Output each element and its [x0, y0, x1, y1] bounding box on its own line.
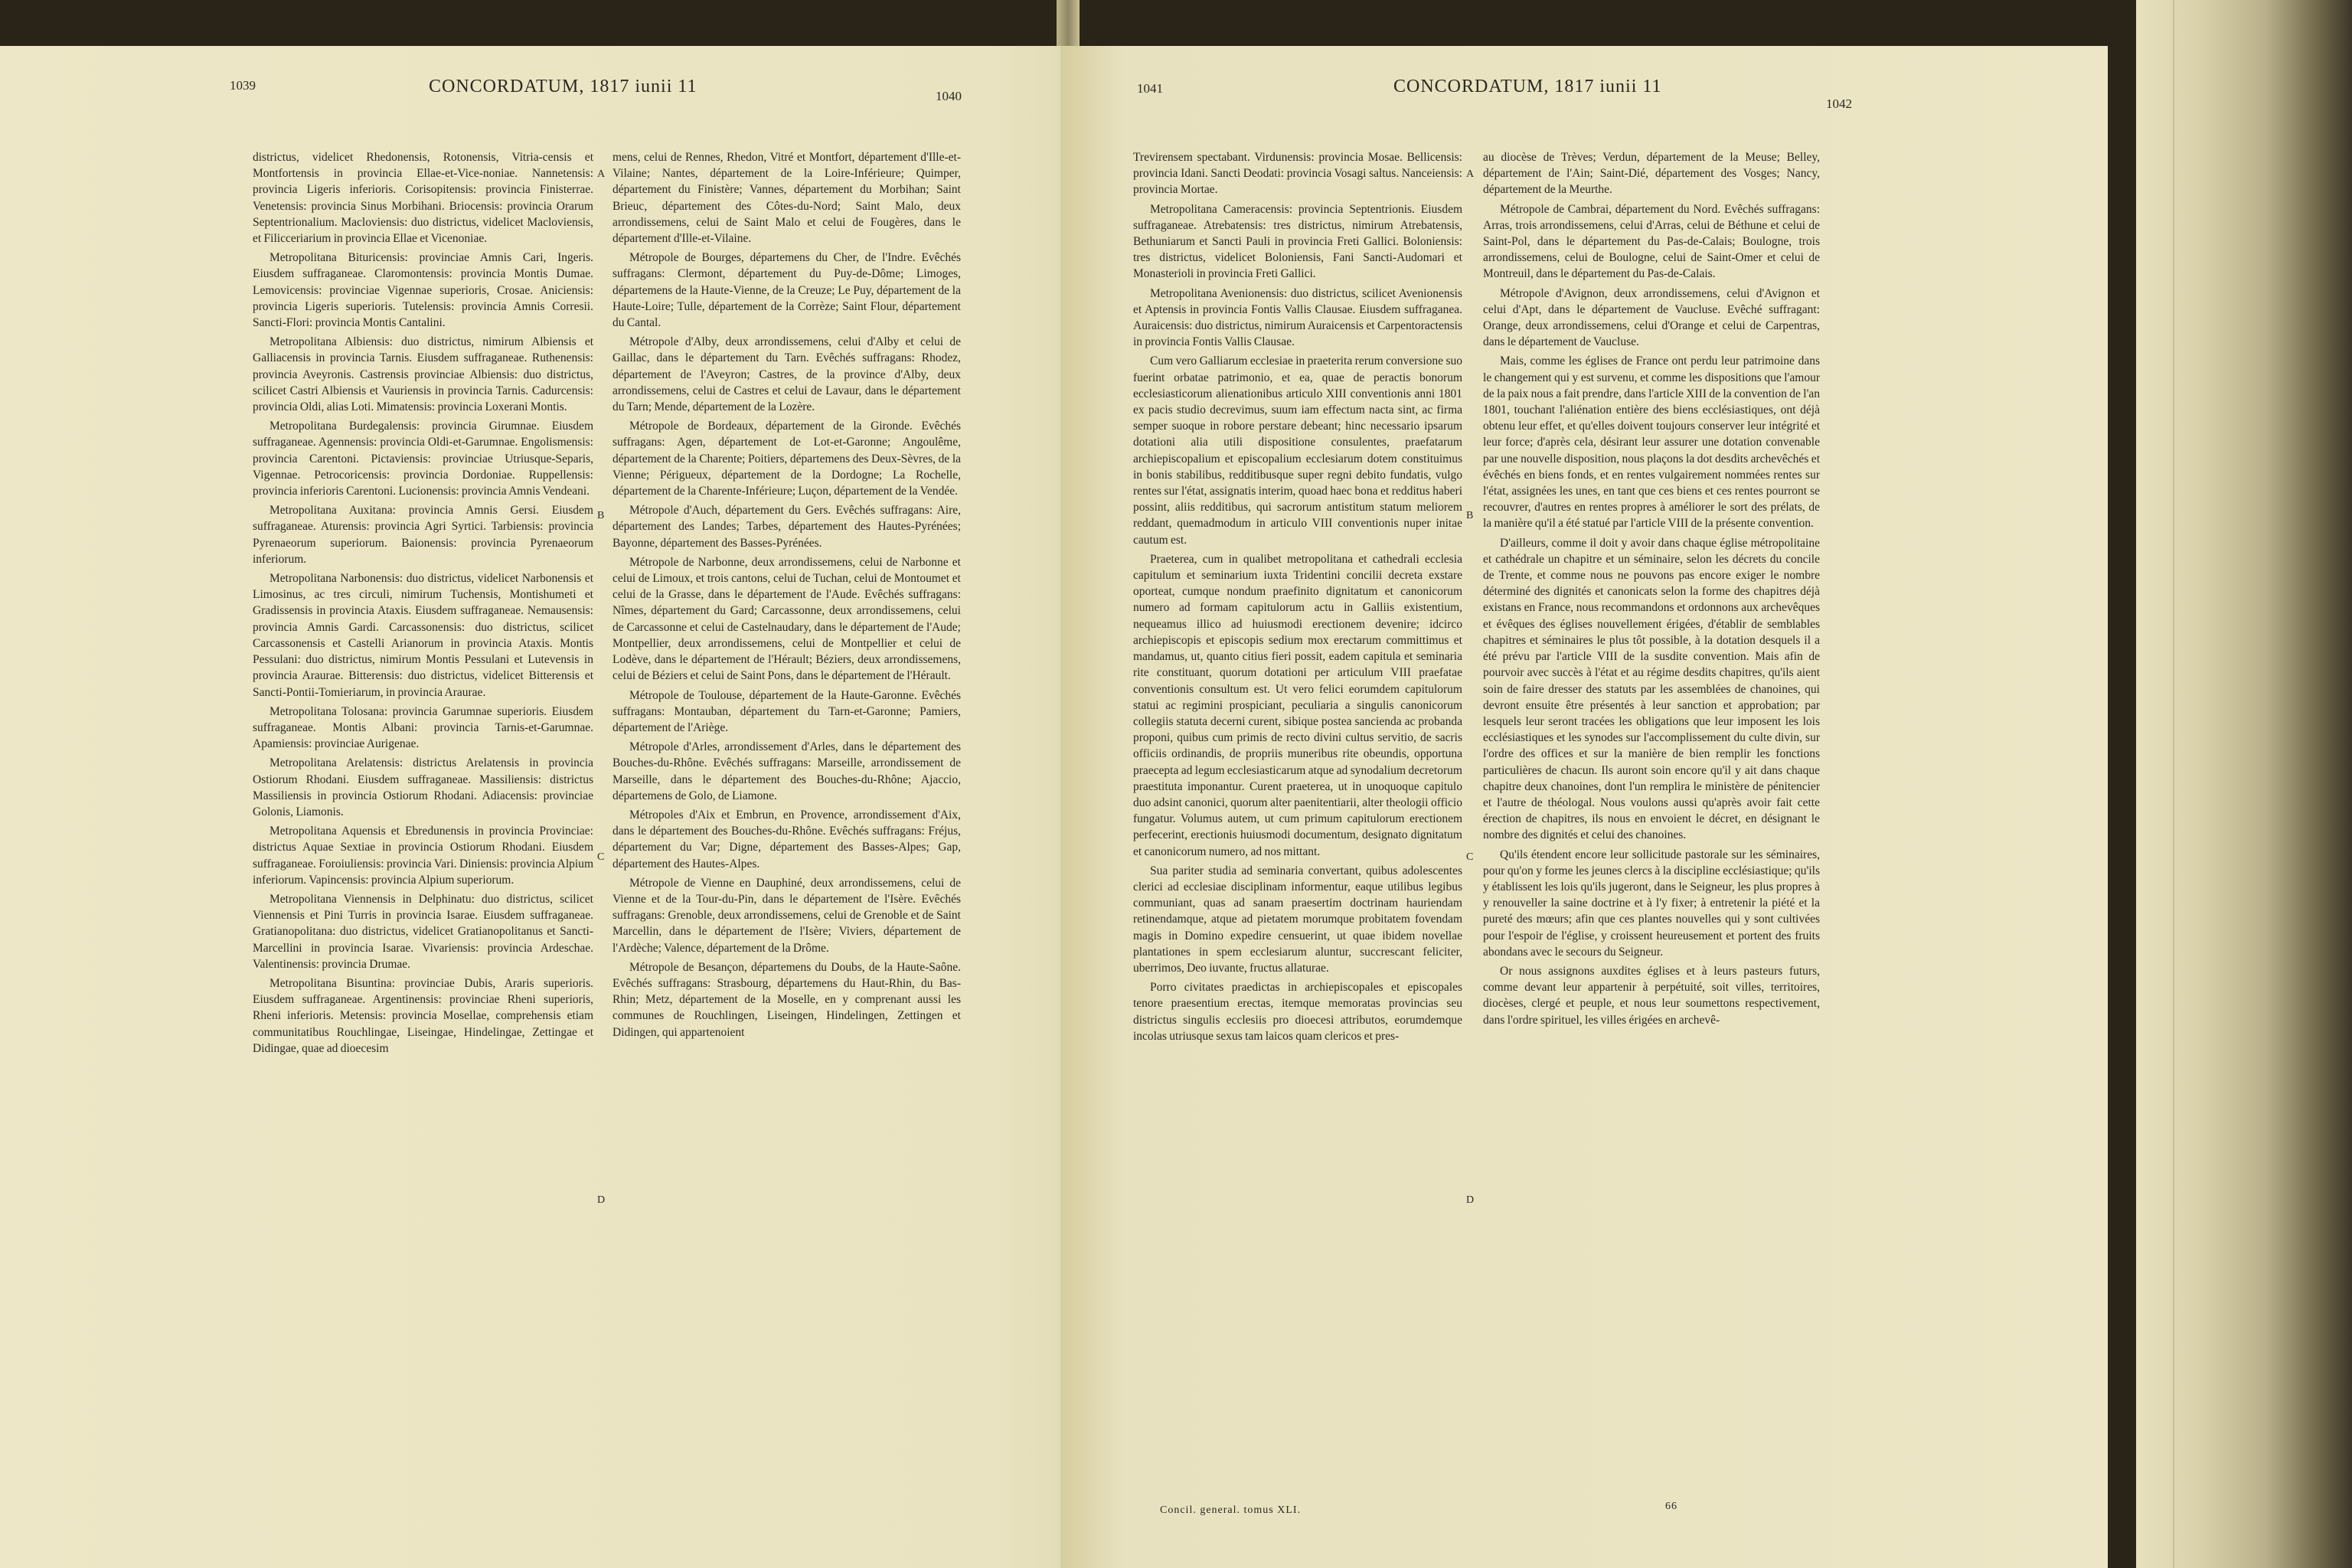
margin-letter-a-right: A: [1466, 168, 1475, 180]
running-title-right: CONCORDATUM, 1817 iunii 11: [1393, 77, 1662, 96]
paragraph: districtus, videlicet Rhedonensis, Rotonensis, Vitria-censis et Montfortensis in provincia Ellae-et-Vice-noniae. Nannetensis: provincia Ligeris inferioris. Corisopitensis: provincia Finisterrae. Venetensis: provincia Sinus Morbihani. Briocensis: provincia Orarum Septentrionalium. Macloviensis: duo districtus, videlicet Macloviensis, et Filicceriarium in provincia Ellae et Vicenoniae.: [253, 151, 593, 246]
paragraph: Métropole d'Alby, deux arrondissemens, celui d'Alby et celui de Gaillac, dans le département du Tarn. Evêchés suffragans: Rhodez, département de l'Aveyron; Castres, de la province d'Alby, deux arrondissemens, celui de Castres et celui de Lavaur, dans le département du Tarn; Mende, département de la Lozère.: [612, 335, 961, 414]
paragraph: Métropole de Besançon, départemens du Doubs, de la Haute-Saône. Evêchés suffragans: Strasbourg, départemens du Haut-Rhin, du Bas-Rhin; Metz, département de la Moselle, en y comprenant aussi les communes de Rouchlingen, Liseingen, Hindelingen, Zettingen et Didingen, qui appartenoient: [612, 960, 961, 1039]
page-number-1039: 1039: [230, 78, 256, 93]
latin-column-left: [253, 149, 593, 1060]
paragraph: Metropolitana Tolosana: provincia Garumnae superioris. Eiusdem suffraganeae. Montis Albani: provincia Tarnis-et-Garumnae. Apamiensis: provinciae Aurigenae.: [253, 704, 593, 751]
french-column-right: [1483, 149, 1820, 1031]
paragraph: Métropole d'Auch, département du Gers. Evêchés suffragans: Aire, département des Landes; Tarbes, département des Hautes-Pyrénées; Bayonne, département des Basses-Pyrénées.: [612, 504, 961, 550]
paragraph: Qu'ils étendent encore leur sollicitude pastorale sur les séminaires, pour qu'on y forme les jeunes clercs à la discipline ecclésiastique; qu'ils y établissent les lois qu'ils jugeront, dans le Seigneur, les plus propres à y renouveller la saine doctrine et à l'y fixer; à entretenir la piété et la pureté des mœurs; afin que ces plantes nouvelles qui y sont cultivées pour l'espoir de l'église, y croissent heureusement et portent des fruits abondans avec le secours du Seigneur.: [1483, 848, 1820, 959]
paragraph: Metropolitana Auxitana: provincia Amnis Gersi. Eiusdem suffraganeae. Aturensis: provincia Agri Syrtici. Tarbiensis: provincia Pyrenaeorum superiorum. Baionensis: provincia Pyrenaeorum inferiorum.: [253, 504, 593, 566]
paragraph: D'ailleurs, comme il doit y avoir dans chaque église métropolitaine et cathédrale un chapitre et un séminaire, selon les décrets du concile de Trente, et comme nous ne pouvons pas encore exiger le nombre déterminé des dignités et canonicats selon la forme des chapitres déjà existans en France, nous recommandons et ordonnons aux archevêques et évêques des églises nouvellement érigées, d'établir de semblables chapitres et séminaires le plus tôt possible, à la dotation desquels il a été prévu par l'article VIII de la susdite convention. Mais afin de pourvoir avec succès à l'état et au régime desdits chapitres, qu'ils aient soin de faire dresser des statuts par les assemblées de chanoines, qui devront ensuite être présentés à leur sanction et approbation; par lesquels leur seront tracées les obligations que leur imposent les lois ecclésiastiques et les synodes sur l'accomplissement du culte divin, sur l'ordre des offices et sur la manière de bien remplir les fonctions particulières de chacun. Ils auront soin encore qu'il y ait dans chaque chapitre deux chanoines, dont l'un remplira le ministère de pénitencier et l'autre de théologal. Nous voulons aussi qu'après avoir fait cette érection de chapitres, ils nous en envoient le décret, en désignant le nombre des dignités et celui des chanoines.: [1483, 536, 1820, 842]
paragraph: Metropolitana Cameracensis: provincia Septentrionis. Eiusdem suffraganeae. Atrebatensis: tres districtus, nimirum Atrebatensis, Bethuniarum et Sancti Pauli in provincia Freti Gallici. Boloniensis: tres districtus, videlicet Boloniensis, Fani Sancti-Audomari et Monasterioli in provincia Freti Gallici.: [1133, 202, 1462, 281]
paragraph: Métropole de Bourges, départemens du Cher, de l'Indre. Evêchés suffragans: Clermont, département du Puy-de-Dôme; Limoges, départemens de la Haute-Vienne, de la Creuze; Le Puy, département de la Haute-Loire; Tulle, département de la Corrèze; Saint Flour, département du Cantal.: [612, 251, 961, 330]
paragraph: Métropole de Narbonne, deux arrondissemens, celui de Narbonne et celui de Limoux, et trois cantons, celui de Tuchan, celui de Montoumet et celui de la Grasse, dans le département de l'Aude. Evêchés suffragans: Nîmes, département du Gard; Carcassonne, deux arrondissemens, celui de Carcassonne et celui de Castelnaudary, dans le département de l'Aude; Montpellier, deux arrondissemens, celui de Montpellier et celui de Lodève, dans le département de l'Hérault; Béziers, deux arrondissemens, celui de Béziers et celui de Saint Pons, dans le département de l'Hérault.: [612, 555, 961, 683]
page-edge-line: [2173, 0, 2174, 1568]
page-number-1042: 1042: [1826, 96, 1852, 111]
paragraph: Métropole de Vienne en Dauphiné, deux arrondissemens, celui de Vienne et de la Tour-du-Pin, dans le département de l'Isère. Evêchés suffragans: Grenoble, deux arrondissemens, celui de Grenoble et de Saint Marcellin, dans le département de l'Isère; Viviers, département de l'Ardèche; Valence, département de la Drôme.: [612, 876, 961, 955]
paragraph: Metropolitana Narbonensis: duo districtus, videlicet Narbonensis et Limosinus, ac tres circuli, nimirum Tuchensis, Montishumeti et Gradissensis in provincia Ataxis. Eiusdem suffraganeae. Nemausensis: provincia Amnis Gardi. Carcassonensis: duo districtus, scilicet Carcassonensis et Castelli Arianorum in provincia Ataxis. Montis Pessulani: duo districtus, nimirum Montis Pessulani et Lutevensis in provincia Araurae. Bitterensis: duo districtus, videlicet Bitterensis et Sancti-Pontii-Tomieriarum, in provincia Araurae.: [253, 572, 593, 699]
margin-letter-b-right: B: [1466, 510, 1474, 521]
paragraph: Metropolitana Burdegalensis: provincia Girumnae. Eiusdem suffraganeae. Agennensis: provincia Oldi-et-Garumnae. Engolismensis: provincia Carentoni. Pictaviensis: provinciae Utriusque-Separis, Vigennae. Petrocoricensis: provincia Dordoniae. Ruppellensis: provincia inferioris Carentoni. Lucionensis: provincia Amnis Vendeani.: [253, 420, 593, 498]
left-page: [0, 46, 1171, 1568]
paragraph: Cum vero Galliarum ecclesiae in praeterita rerum conversione suo fuerint orbatae patrimonio, et ea, quae de peractis bonorum ecclesiasticorum alienationibus articulo XIII conventionis anni 1801 ex pacis studio decrevimus, suum iam effectum nacta sint, ac firma semper suoque in robore perstare debeant; hinc necessario ipsarum dotationi alia utili dispositione consulentes, praefatarum archiepiscopalium et episcopalium ecclesiarum dotem constituimus in bonis stabilibus, redditibusque super regni debito fundatis, vulgo rentes sur l'état, assignatis interim, quoad haec bona et redditus haberi possint, aliis redditibus, qui sacrorum antistitum statum meliorem reddant, quemadmodum in articulo VIII conventionis nuper initae cautum est.: [1133, 354, 1462, 547]
running-title-left: CONCORDATUM, 1817 iunii 11: [429, 77, 697, 96]
paragraph: Metropolitana Albiensis: duo districtus, nimirum Albiensis et Galliacensis in provincia Tarnis. Eiusdem suffraganeae. Ruthenensis: provincia Aveyronis. Castrensis provinciae Albiensis: duo districtus, scilicet Castri Albiensis et Vauriensis in provincia Tarnis. Cadurcensis: provincia Oldi, alias Loti. Mimatensis: provincia Loxerani Montis.: [253, 335, 593, 414]
paragraph: Métropole de Bordeaux, département de la Gironde. Evêchés suffragans: Agen, département de Lot-et-Garonne; Angoulême, département de la Charente; Poitiers, départemens des Deux-Sèvres, de la Vienne; Périgueux, département de la Dordogne; La Rochelle, département de la Charente-Inférieure; Luçon, département de la Vendée.: [612, 420, 961, 498]
paragraph: Métropole de Toulouse, département de la Haute-Garonne. Evêchés suffragans: Montauban, département du Tarn-et-Garonne; Pamiers, département de l'Ariège.: [612, 688, 961, 734]
paragraph: Or nous assignons auxdites églises et à leurs pasteurs futurs, comme devant leur appartenir à perpétuité, soit villes, territoires, diocèses, clergé et peuple, et nous leur soumettons respectivement, dans l'ordre spirituel, les villes érigées en archevê-: [1483, 964, 1820, 1027]
paragraph: Metropolitana Viennensis in Delphinatu: duo districtus, scilicet Viennensis et Pini Turris in provincia Isarae. Eiusdem suffraganeae. Gratianopolitana: duo districtus, videlicet Gratianopolitanus et Sancti-Marcellini in provincia Isarae. Vivariensis: provincia Ardeschae. Valentinensis: provincia Drumae.: [253, 892, 593, 971]
signature-mark: 66: [1665, 1501, 1677, 1512]
paragraph: Sua pariter studia ad seminaria convertant, quibus adolescentes clerici ad ecclesiae disciplinam informentur, eaque utilibus legibus communiant, quas ad sanam praesertim doctrinam hauriendam retinendamque, atque ad pietatem morumque probitatem fovendam magis in Domino expedire censuerint, ut quae ibidem novellae plantationes in spem ecclesiarum aluntur, succrescant feliciter, uberrimos, Deo iuvante, fructus allaturae.: [1133, 864, 1462, 975]
paragraph: Métropole d'Avignon, deux arrondissemens, celui d'Avignon et celui d'Apt, dans le département de Vaucluse. Evêché suffragant: Orange, deux arrondissemens, celui d'Orange et celui de Carpentras, dans le département de Vaucluse.: [1483, 286, 1820, 349]
paragraph: Métropole d'Arles, arrondissement d'Arles, dans le département des Bouches-du-Rhône. Evêchés suffragans: Marseille, arrondissement de Marseille, dans le département des Bouches-du-Rhône; Ajaccio, départemens de Golo, de Liamone.: [612, 740, 961, 802]
paragraph: Métropole de Cambrai, département du Nord. Evêchés suffragans: Arras, trois arrondissemens, celui d'Arras, celui de Béthune et celui de Saint-Pol, dans le département du Pas-de-Calais; Boulogne, trois arrondissemens, celui de Boulogne, celui de Saint-Omer et celui de Montreuil, dans le département du Pas-de-Calais.: [1483, 202, 1820, 281]
margin-letter-d-right: D: [1466, 1194, 1475, 1206]
paragraph: Metropolitana Aquensis et Ebredunensis in provincia Provinciae: districtus Aquae Sextiae in provincia Ostiorum Rhodani. Eiusdem suffraganeae. Foroiuliensis: provincia Vari. Diniensis: provincia Alpium inferiorum. Vapincensis: provincia Alpium superiorum.: [253, 825, 593, 887]
latin-column-right: [1133, 149, 1462, 1047]
margin-letter-b: B: [597, 510, 605, 521]
paragraph: Porro civitates praedictas in archiepiscopales et episcopales tenore praesentium erectas, itemque memoratas provincias seu districtus singulis ecclesiis pro dioecesi attributos, eorumdemque incolas utriusque sexus tam laicos quam clericos et pres-: [1133, 981, 1462, 1043]
margin-letter-a: A: [597, 168, 606, 180]
paragraph: Metropolitana Avenionensis: duo districtus, scilicet Avenionensis et Aptensis in provincia Fontis Vallis Clausae. Eiusdem suffraganea. Auraicensis: duo districtus, nimirum Auraicensis et Carpentoractensis in provincia Fontis Vallis Clausae.: [1133, 286, 1462, 349]
paragraph: Praeterea, cum in qualibet metropolitana et cathedrali ecclesia capitulum et seminarium iuxta Tridentini concilii decreta exstare oporteat, cumque nondum praefinito dignitatum et canonicorum numero ad formam capitulorum actu in Galliis existentium, nequeamus illico ad huiusmodi erectionem devenire; idcirco archiepiscopis et episcopis sedium mox erectarum committimus et mandamus, ut, quanto citius fieri possit, eadem capitula et seminaria rite constituant, quorum dotationi per articulum VIII praefatae conventionis consultum est. Ut vero felici eorumdem capitulorum statui ac regimini prospiciant, peculiaria a singulis canonicorum collegiis statuta decerni curent, sibique postea sancienda ac probanda proponi, quibus cum primis de recto divini cultus servitio, de sacris officiis ordinandis, de propriis muneribus rite obeundis, opportuna praecepta ad legum ecclesiasticarum atque ad synodalium decretorum praestituta imponantur. Curent praeterea, ut in unoquoque capitulo duo adsint canonici, quorum alter paenitentiarii, alter theologii officio fungatur. Volumus autem, ut cum primum capitulorum erectionem perfecerint, erectionis huiusmodi documentum, designato dignitatum et canonicorum numero, ad nos mittant.: [1133, 552, 1462, 858]
french-column-left: [612, 149, 961, 1044]
paragraph: Metropolitana Bituricensis: provinciae Amnis Cari, Ingeris. Eiusdem suffraganeae. Claromontensis: provincia Montis Dumae. Lemovicensis: provinciae Vigennae superioris, Crosae. Aniciensis: provincia Ligeris superioris. Tutelensis: provincia Amnis Corresii. Sancti-Flori: provincia Montis Cantalini.: [253, 251, 593, 330]
margin-letter-c: C: [597, 851, 605, 863]
page-number-1041: 1041: [1137, 81, 1163, 96]
paragraph: Metropolitana Bisuntina: provinciae Dubis, Araris superioris. Eiusdem suffraganeae. Argentinensis: provinciae Rheni superioris, Rheni inferioris. Metensis: provincia Mosellae, comprehensis etiam communitatibus Rouchlingae, Liseingae, Hindelingae, Zettingae et Didingae, quae ad dioecesim: [253, 976, 593, 1055]
page-edges: [2136, 0, 2352, 1568]
paragraph: Métropoles d'Aix et Embrun, en Provence, arrondissement d'Aix, dans le département des Bouches-du-Rhône. Evêchés suffragans: Fréjus, département du Var; Digne, département des Basses-Alpes; Gap, département des Hautes-Alpes.: [612, 808, 961, 871]
paragraph: mens, celui de Rennes, Rhedon, Vitré et Montfort, département d'Ille-et-Vilaine; Nantes, département de la Loire-Inférieure; Quimper, département du Finistère; Vannes, département du Morbihan; Saint Brieuc, département des Côtes-du-Nord; Saint Malo, deux arrondissemens, celui de Saint Malo et celui de Fougères, dans le département d'Ille-et-Vilaine.: [612, 151, 961, 246]
paragraph: Trevirensem spectabant. Virdunensis: provincia Mosae. Bellicensis: provincia Idani. Sancti Deodati: provincia Vosagi saltus. Nanceiensis: provincia Mortae.: [1133, 151, 1462, 197]
paragraph: Mais, comme les églises de France ont perdu leur patrimoine dans le changement qui y est survenu, et comme les dispositions que l'amour de la paix nous a fait prendre, dans l'article XIII de la convention de l'an 1801, touchant l'aliénation entière des biens ecclésiastiques, ont déjà obtenu leur effet, et qu'elles doivent toujours conserver leur intégrité et leur force; d'après cela, désirant leur assurer une dotation convenable par une nouvelle disposition, nous plaçons la dot desdits archevêchés et évêchés en biens fonds, et en rentes vulgairement nommées rentes sur l'état, assignées les unes, en tant que ces biens et ces rentes pourront se recouvrer, d'autres en rentes propres à améliorer le sort des prélats, de la manière qu'il a été statué par l'article VIII de la présente convention.: [1483, 354, 1820, 531]
footer-signature: Concil. general. tomus XLI.: [1160, 1504, 1302, 1516]
paragraph: Metropolitana Arelatensis: districtus Arelatensis in provincia Ostiorum Rhodani. Eiusdem suffraganeae. Massiliensis: districtus Massiliensis in provincia Ostiorum Rhodani. Adiacensis: provinciae Golonis, Liamonis.: [253, 756, 593, 818]
margin-letter-d: D: [597, 1194, 606, 1206]
page-number-1040: 1040: [936, 89, 962, 103]
paragraph: au diocèse de Trèves; Verdun, département de la Meuse; Belley, département de l'Ain; Saint-Dié, département des Vosges; Nancy, département de la Meurthe.: [1483, 151, 1820, 197]
right-page: [1060, 46, 2108, 1568]
margin-letter-c-right: C: [1466, 851, 1474, 863]
